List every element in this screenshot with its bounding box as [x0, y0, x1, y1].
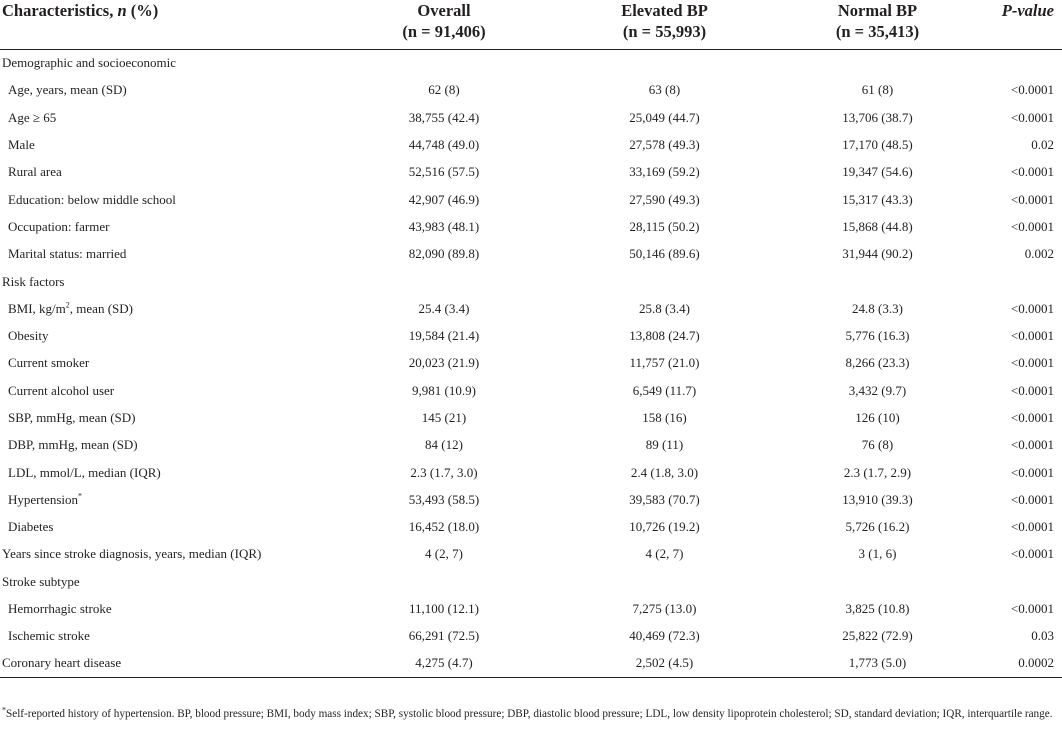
table-row — [0, 404, 1062, 431]
row-label-main: BMI, kg/m — [8, 300, 66, 316]
table-body — [0, 50, 1062, 678]
cell-normal: 61 (8) — [861, 82, 894, 98]
header-elevated-label: Elevated BP — [621, 1, 708, 20]
cell-normal: 3,432 (9.7) — [848, 382, 907, 398]
cell-pvalue: 0.0002 — [984, 650, 1062, 677]
cell-normal: 19,347 (54.6) — [842, 164, 913, 180]
cell-elevated: 25.8 (3.4) — [639, 300, 690, 316]
header-pvalue: P-value — [984, 0, 1062, 50]
cell-elevated: 10,726 (19.2) — [629, 519, 700, 535]
row-label: Male — [8, 137, 35, 153]
header-characteristics-suffix: (%) — [126, 1, 159, 20]
table-row — [0, 241, 1062, 268]
header-elevated — [558, 0, 771, 50]
header-elevated-n: (n = 55,993) — [622, 22, 707, 41]
row-label-main: Hypertension — [8, 491, 79, 507]
cell-pvalue: <0.0001 — [1010, 191, 1054, 207]
table-header — [0, 0, 1062, 50]
cell-overall: 42,907 (46.9) — [408, 191, 480, 207]
cell-overall: 16,452 (18.0) — [408, 519, 480, 535]
header-characteristics-label: Characteristics, — [2, 1, 118, 20]
header-characteristics — [0, 0, 330, 50]
cell-overall: 38,755 (42.4) — [408, 109, 480, 125]
cell-normal: 3,825 (10.8) — [845, 601, 910, 617]
header-row — [0, 0, 1062, 50]
cell-elevated: 11,757 (21.0) — [629, 355, 700, 371]
footnote-text: Self-reported history of hypertension. BP, blood pressure; BMI, body mass index; SBP, systolic blood pressure; DBP, diastolic blood pressure; LDL, low density lipoprotein cholesterol; SD, standard deviation; IQR, interquartile range. — [6, 708, 1053, 720]
cell-overall: 82,090 (89.8) — [408, 246, 480, 262]
section-row-demographic — [0, 50, 1062, 77]
cell-overall: 11,100 (12.1) — [409, 601, 479, 617]
row-label: Age ≥ 65 — [8, 109, 57, 125]
table-row — [0, 131, 1062, 158]
cell-pvalue: <0.0001 — [1010, 300, 1054, 316]
table-row — [0, 623, 1062, 650]
cell-pvalue: <0.0001 — [1010, 601, 1054, 617]
cell-pvalue: <0.0001 — [1010, 355, 1054, 371]
cell-overall: 66,291 (72.5) — [408, 628, 480, 644]
cell-overall: 43,983 (48.1) — [408, 218, 480, 234]
cell-pvalue: <0.0001 — [1010, 164, 1054, 180]
cell-normal: 13,706 (38.7) — [842, 109, 913, 125]
row-label — [0, 486, 330, 513]
row-label: Rural area — [8, 164, 62, 180]
cell-elevated: 4 (2, 7) — [645, 546, 684, 562]
table-row — [0, 77, 1062, 104]
cell-overall: 2.3 (1.7, 3.0) — [410, 464, 478, 480]
cell-pvalue: 0.02 — [1031, 137, 1054, 153]
table-row — [0, 186, 1062, 213]
cell-elevated: 25,049 (44.7) — [629, 109, 700, 125]
row-label: Diabetes — [8, 519, 54, 535]
table-row — [0, 432, 1062, 459]
cell-overall: 52,516 (57.5) — [408, 164, 480, 180]
cell-normal: 17,170 (48.5) — [842, 137, 913, 153]
cell-elevated: 40,469 (72.3) — [629, 628, 700, 644]
row-label: Obesity — [8, 328, 49, 344]
cell-normal: 3 (1, 6) — [858, 546, 897, 562]
table-row — [0, 295, 1062, 322]
cell-normal: 2.3 (1.7, 2.9) — [843, 464, 912, 480]
row-label: LDL, mmol/L, median (IQR) — [8, 464, 161, 480]
cell-pvalue: <0.0001 — [1010, 437, 1054, 453]
cell-elevated: 27,578 (49.3) — [629, 137, 700, 153]
cell-pvalue: <0.0001 — [1010, 546, 1054, 562]
table-row — [0, 514, 1062, 541]
cell-normal: 31,944 (90.2) — [842, 246, 913, 262]
table-row — [0, 595, 1062, 622]
table-row — [0, 486, 1062, 513]
header-overall-n: (n = 91,406) — [402, 22, 486, 41]
cell-pvalue: <0.0001 — [1010, 109, 1054, 125]
cell-elevated: 2.4 (1.8, 3.0) — [630, 464, 699, 480]
table-row — [0, 322, 1062, 349]
section-label: Stroke subtype — [2, 573, 80, 589]
cell-overall: 145 (21) — [421, 410, 467, 425]
cell-elevated: 28,115 (50.2) — [629, 218, 700, 234]
cell-elevated: 63 (8) — [648, 82, 681, 98]
header-overall — [330, 0, 558, 50]
cell-elevated: 2,502 (4.5) — [558, 650, 771, 677]
section-label: Risk factors — [2, 273, 65, 289]
section-row-risk — [0, 268, 1062, 295]
cell-normal: 5,726 (16.2) — [845, 519, 910, 535]
cell-normal: 24.8 (3.3) — [852, 300, 903, 316]
cell-overall: 19,584 (21.4) — [408, 328, 480, 344]
cell-normal: 15,317 (43.3) — [842, 191, 913, 207]
row-label: Education: below middle school — [8, 191, 176, 207]
table-row — [0, 377, 1062, 404]
cell-elevated: 158 (16) — [642, 410, 687, 425]
cell-elevated: 39,583 (70.7) — [629, 491, 700, 507]
cell-normal: 13,910 (39.3) — [842, 491, 913, 507]
table-row — [0, 459, 1062, 486]
row-label: Marital status: married — [8, 246, 127, 262]
row-label-superscript: 2 — [65, 300, 70, 310]
cell-normal: 1,773 (5.0) — [771, 650, 984, 677]
row-label: Occupation: farmer — [8, 218, 110, 234]
row-label: Coronary heart disease — [0, 650, 330, 677]
section-label: Demographic and socioeconomic — [2, 55, 176, 71]
row-label — [0, 295, 330, 322]
cell-normal: 5,776 (16.3) — [845, 328, 910, 344]
cell-overall: 9,981 (10.9) — [412, 382, 476, 398]
cell-pvalue: <0.0001 — [1010, 464, 1054, 480]
row-label: SBP, mmHg, mean (SD) — [8, 410, 136, 425]
header-overall-label: Overall — [417, 1, 471, 20]
table-row — [0, 541, 1062, 568]
cell-overall: 4 (2, 7) — [425, 546, 463, 562]
cell-pvalue: 0.03 — [1031, 628, 1054, 644]
row-label: Years since stroke diagnosis, years, median (IQR) — [2, 546, 262, 562]
cell-elevated: 7,275 (13.0) — [632, 601, 697, 617]
cell-overall: 84 (12) — [425, 437, 463, 453]
cell-pvalue: <0.0001 — [1010, 519, 1054, 535]
cell-elevated: 33,169 (59.2) — [629, 164, 700, 180]
cell-normal: 76 (8) — [861, 437, 894, 453]
cell-elevated: 6,549 (11.7) — [632, 382, 697, 398]
table-row — [0, 104, 1062, 131]
section-row-subtype — [0, 568, 1062, 595]
cell-elevated: 13,808 (24.7) — [629, 328, 700, 344]
cell-pvalue: <0.0001 — [1010, 382, 1054, 398]
table-row — [0, 213, 1062, 240]
cell-pvalue: <0.0001 — [1010, 410, 1054, 425]
cell-pvalue: <0.0001 — [1010, 328, 1054, 344]
row-label: Current alcohol user — [8, 382, 115, 398]
header-normal-n: (n = 35,413) — [835, 22, 920, 41]
row-label: Current smoker — [8, 355, 90, 371]
row-label: Ischemic stroke — [8, 628, 90, 644]
cell-overall: 20,023 (21.9) — [408, 355, 480, 371]
footnote-marker: * — [78, 491, 83, 501]
table-footnote — [2, 706, 1057, 723]
cell-pvalue: <0.0001 — [1010, 82, 1054, 98]
cell-elevated: 27,590 (49.3) — [629, 191, 700, 207]
row-label: Age, years, mean (SD) — [8, 82, 127, 98]
cell-elevated: 50,146 (89.6) — [629, 246, 700, 262]
row-label: Hemorrhagic stroke — [8, 601, 112, 617]
table-row — [0, 159, 1062, 186]
header-characteristics-n: n — [117, 1, 127, 20]
cell-pvalue: <0.0001 — [1010, 491, 1054, 507]
cell-normal: 8,266 (23.3) — [845, 355, 910, 371]
row-label: DBP, mmHg, mean (SD) — [8, 437, 138, 453]
cell-overall: 4,275 (4.7) — [330, 650, 558, 677]
cell-normal: 25,822 (72.9) — [842, 628, 913, 644]
table-row — [0, 350, 1062, 377]
table-row — [0, 650, 1062, 677]
row-label-suffix: , mean (SD) — [69, 300, 133, 316]
cell-pvalue: 0.002 — [1024, 246, 1054, 262]
footnote-marker: * — [2, 705, 6, 715]
cell-overall: 53,493 (58.5) — [408, 491, 480, 507]
cell-pvalue: <0.0001 — [1010, 218, 1054, 234]
cell-normal: 15,868 (44.8) — [842, 218, 913, 234]
cell-overall: 25.4 (3.4) — [418, 300, 470, 316]
header-normal — [771, 0, 984, 50]
cell-normal: 126 (10) — [855, 410, 900, 425]
header-normal-label: Normal BP — [837, 1, 918, 20]
cell-overall: 44,748 (49.0) — [408, 137, 480, 153]
cell-elevated: 89 (11) — [645, 437, 684, 453]
cell-overall: 62 (8) — [428, 82, 460, 98]
